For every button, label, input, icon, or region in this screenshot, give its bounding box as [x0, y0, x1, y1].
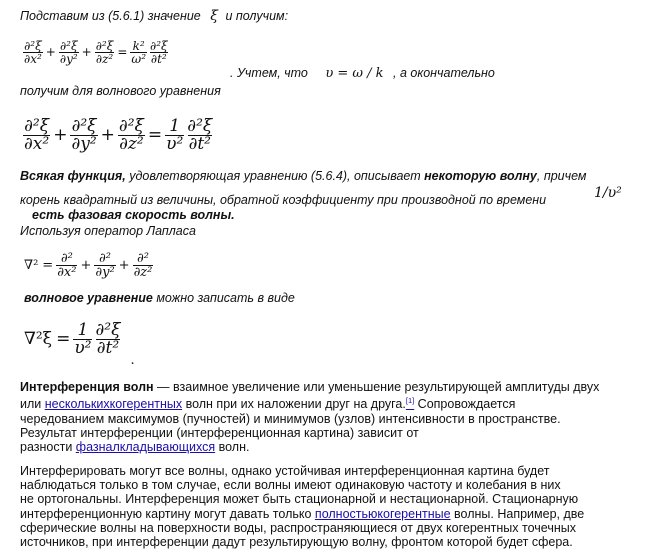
line-wave-form — [24, 291, 295, 305]
equation-wave-main: $\frac{\text{∂²ξ}}{\text{∂x²}}$ + $\frac{\text{∂²ξ}}{\text{∂y²}}$ + $\frac{\text{∂²ξ}}{\text{∂z²}}$ = $\frac{1}{\text{υ²}}$ $\frac{\text{∂²ξ}}{\text{∂t²}}$ — [24, 115, 213, 154]
eq2-den-t: ∂t² — [188, 133, 211, 154]
eq1-den-t: ∂t² — [150, 51, 167, 66]
p2-line3: не ортогональны. Интерференция может быть стационарной и нестационарной. Стационарную — [20, 492, 579, 507]
eq2-num-x: ∂²ξ — [24, 115, 50, 136]
eq2-den-z: ∂z² — [119, 133, 144, 154]
interf-line1 — [20, 380, 599, 394]
interf-l5b: волн. — [215, 439, 250, 454]
eq2-den-y: ∂y² — [71, 133, 97, 154]
interf-l2c: Сопровождается — [414, 397, 516, 412]
line-laplace: Используя оператор Лапласа — [20, 224, 196, 238]
line-substitute-after: и получим: — [225, 9, 289, 23]
eq3-num-z: ∂² — [136, 250, 149, 266]
interf-line2 — [20, 394, 599, 411]
p2-line2: наблюдаться только в том случае, если волны имеют одинаковую частоту и колебания в них — [20, 478, 561, 493]
para-function-line2 — [20, 193, 546, 207]
eq2-den-x: ∂x² — [24, 133, 50, 154]
interf-l2a: или — [20, 397, 45, 412]
eq1-den-y: ∂y² — [59, 51, 78, 66]
eq3-num-x: ∂² — [60, 250, 73, 266]
eq2-num-t: ∂²ξ — [187, 115, 213, 136]
fully-coherent-link[interactable]: полностьюкогерентные — [314, 506, 451, 521]
interf-line5 — [20, 440, 599, 454]
reference-number[interactable]: [1] — [405, 396, 415, 406]
para1-end: , причем — [536, 169, 587, 183]
eq1-num-t: ∂²ξ — [150, 38, 168, 53]
line5-bold: волновое уравнение — [24, 291, 153, 305]
eq1-num-k: k² — [132, 38, 145, 53]
line-note-text: . Учтем, что — [230, 66, 308, 80]
eq4-num-t: ∂²ξ — [95, 319, 121, 340]
equation-wave-nabla: ∇²ξ = $\frac{1}{\text{υ²}}$ $\frac{\text{∂²ξ}}{\text{∂t²}}$ . — [24, 319, 135, 368]
interf-l5a: разности — [20, 439, 76, 454]
interference-paragraph-2 — [20, 464, 584, 549]
equation-laplace: ∇² = $\frac{\text{∂²}}{\text{∂x²}}$ + $\frac{\text{∂²}}{\text{∂y²}}$ + $\frac{\text{∂²}}{\text{∂z²}}$ — [24, 250, 153, 280]
xi-symbol: ξ — [210, 8, 218, 24]
p2-line6: источников, при интерференции дадут результирующую волну, фронтом которой будет сфера. — [20, 535, 573, 550]
eq1-den-w: ω² — [131, 51, 147, 66]
line-note-after: , а окончательно — [393, 66, 495, 80]
interf-l2b: волн при их наложении друг на друга. — [182, 397, 406, 412]
para1-bold: Всякая функция, — [20, 169, 126, 183]
eq2-num-z: ∂²ξ — [118, 115, 144, 136]
interf-line4: Результат интерференции (интерференционная картина) зависит от — [20, 425, 419, 440]
interference-title: Интерференция волн — [20, 380, 154, 394]
reference-link[interactable] — [406, 397, 414, 411]
eq4-den-v: υ² — [74, 337, 92, 358]
eq1-num-y: ∂²ξ — [59, 38, 78, 53]
eq3-den-z: ∂z² — [133, 264, 153, 280]
eq3-nabla: ∇² — [24, 257, 39, 273]
eq3-den-y: ∂y² — [95, 264, 115, 280]
eq1-den-z: ∂z² — [95, 51, 114, 66]
p2-line1: Интерферировать могут все волны, однако устойчивая интерференционная картина будет — [20, 464, 550, 478]
reciprocal-formula: 1/υ² — [594, 185, 622, 201]
equation-wave-k: $\frac{\text{∂²ξ}}{\text{∂x²}}$ + $\frac{\text{∂²ξ}}{\text{∂y²}}$ + $\frac{\text{∂²ξ}}{\text{∂z²}}$ = $\frac{\text{k²}}{\text{ω²}}$ $\frac{\text{∂²ξ}}{\text{∂t²}}$ — [24, 38, 168, 66]
eq4-den-t: ∂t² — [96, 337, 120, 358]
p2-l4b: волны. Например, две — [450, 506, 585, 521]
line-substitute-text: Подставим из (5.6.1) значение — [20, 9, 201, 23]
para-function-line1 — [20, 169, 586, 183]
para1-mid: удовлетворяющая уравнению (5.6.4), описывает — [125, 169, 425, 183]
eq1-num-z: ∂²ξ — [95, 38, 114, 53]
coherent-waves-link[interactable]: несколькихкогерентных — [44, 397, 183, 412]
phase-link[interactable]: фазналкладывающихся — [75, 439, 216, 454]
para-function-line3: есть фазовая скорость волны. — [32, 208, 235, 222]
para1-bold2: некоторую волну — [424, 169, 537, 183]
eq2-num-one: 1 — [169, 115, 181, 136]
eq4-num-one: 1 — [77, 319, 89, 340]
line-substitute — [20, 8, 288, 24]
line-obtain: получим для волнового уравнения — [20, 84, 221, 98]
para1-line2-text: корень квадратный из величины, обратной коэффициенту при производной по времени — [20, 193, 547, 207]
eq1-den-x: ∂x² — [24, 51, 42, 66]
eq4-dot: . — [130, 353, 135, 368]
interference-paragraph — [20, 380, 599, 454]
eq3-den-x: ∂x² — [57, 264, 77, 280]
eq2-num-y: ∂²ξ — [71, 115, 97, 136]
line-note — [230, 66, 495, 81]
p2-line4 — [20, 507, 584, 521]
interf-l1: — взаимное увеличение или уменьшение результирующей амплитуды двух — [153, 380, 600, 394]
eq4-nabla: ∇²ξ — [24, 329, 53, 349]
interf-line3: чередованием максимумов (пучностей) и минимумов (узлов) интенсивности в пространстве. — [20, 411, 561, 426]
eq1-num-x: ∂²ξ — [24, 38, 42, 53]
eq2-den-v: υ² — [166, 133, 184, 154]
p2-line5: сферические волны на поверхности воды, распространяющиеся от двух когерентных точечных — [20, 520, 576, 535]
velocity-formula: υ = ω / k — [325, 66, 384, 81]
line5-text: можно записать в виде — [152, 291, 295, 305]
eq3-num-y: ∂² — [99, 250, 111, 266]
p2-l4a: интерференционную картину могут давать только — [20, 506, 315, 521]
